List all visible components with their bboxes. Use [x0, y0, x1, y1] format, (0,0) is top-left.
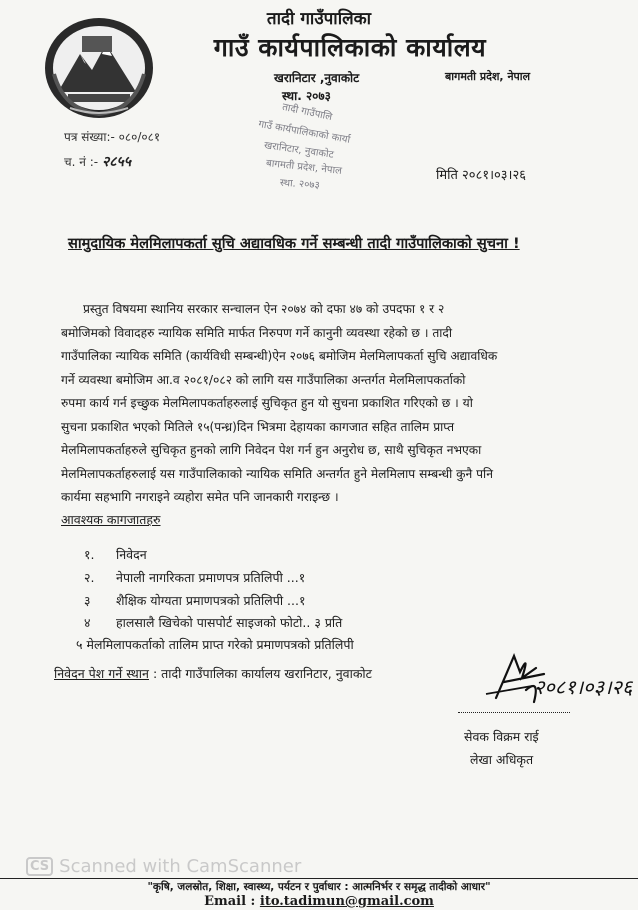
requirement-number: ३ — [84, 593, 91, 608]
requirement-text: शैक्षिक योग्यता प्रमाणपत्रको प्रतिलिपी ...१ — [116, 593, 306, 608]
requirement-text: मेलमिलापकर्ताको तालिम प्राप्त गरेको प्रमाणपत्रको प्रतिलिपी — [86, 637, 354, 652]
requirement-item — [84, 546, 147, 563]
handwritten-signature — [474, 642, 638, 712]
requirement-text: निवेदन — [116, 547, 147, 562]
requirement-item — [84, 569, 305, 586]
dispatch-label: च. नं :- — [64, 155, 99, 169]
signature-date: २०८१।०३।२६ — [534, 675, 633, 699]
office-stamp — [244, 92, 364, 200]
requirement-number: २. — [84, 570, 95, 585]
signatory-title: लेखा अधिकृत — [470, 752, 534, 767]
requirement-number: १. — [84, 547, 95, 562]
notice-body — [61, 298, 581, 510]
footer-email — [0, 894, 638, 909]
application-location — [54, 665, 372, 682]
office-name: गाउँ कार्यपालिकाको कार्यालय — [213, 33, 487, 62]
scanner-text: Scanned with CamScanner — [59, 856, 302, 877]
stamp-line: तादी गाउँपालि — [281, 101, 333, 124]
body-line: सुचना प्रकाशित भएको मितिले १५(पन्ध्र)दिन भित्रमा देहायका कागजात सहित तालिम प्राप्त — [61, 419, 455, 434]
body-line: गर्ने व्यवस्था बमोजिम आ.व २०८१/०८२ को लागि यस गाउँपालिका अन्तर्गत मेलमिलापकर्ताको — [61, 372, 466, 387]
requirement-item — [76, 636, 354, 653]
requirement-item — [84, 592, 305, 609]
province-name: बागमती प्रदेश, नेपाल — [445, 70, 531, 83]
dispatch-number — [64, 152, 131, 171]
body-line: गाउँपालिका न्यायिक समिति (कार्यविधी सम्बन्धी)ऐन २०७६ बमोजिम मेलमिलापकर्ता सुचि अद्यावधिक — [61, 349, 498, 363]
stamp-line: खरानिटार, नुवाकोट — [263, 140, 335, 161]
stamp-line: स्था. २०७३ — [279, 177, 321, 192]
body-line: कार्यमा सहभागि नगराइने व्यहोरा समेत पनि जानकारी गराइन्छ । — [61, 490, 339, 504]
office-address: खरानिटार ,नुवाकोट — [274, 71, 360, 85]
requirement-item — [84, 614, 342, 631]
nepal-emblem-icon — [40, 14, 158, 122]
body-line: प्रस्तुत विषयमा स्थानिय सरकार सन्चालन ऐन २०७४ को दफा ४७ को उपदफा १ र २ — [83, 302, 445, 316]
signatory-name: सेवक विक्रम राई — [464, 729, 539, 744]
requirement-text: नेपाली नागरिकता प्रमाणपत्र प्रतिलिपी ...१ — [116, 570, 306, 585]
requirements-heading: आवश्यक कागजातहरु — [61, 512, 161, 527]
body-line: रुपमा कार्य गर्न इच्छुक मेलमिलापकर्ताहरुलाई सुचिकृत हुन यो सुचना प्रकाशित गरिएको छ । यो — [61, 396, 473, 410]
requirement-text: हालसालै खिचेको पासपोर्ट साइजको फोटो.. ३ प्रति — [116, 615, 343, 630]
letter-number: पत्र संख्या:- ०८०/०८१ — [64, 130, 161, 144]
established-year: स्था. २०७३ — [282, 89, 331, 103]
scanner-watermark — [26, 856, 301, 877]
stamp-line: बागमती प्रदेश, नेपाल — [265, 158, 343, 177]
body-line: मेलमिलापकर्ताहरुले सुचिकृत हुनको लागि निवेदन पेश गर्न हुन अनुरोध छ, साथै सुचिकृत नभएका — [61, 443, 482, 457]
application-value: : तादी गाउँपालिका कार्यालय खरानिटार, नुवाकोट — [148, 666, 372, 681]
application-label: निवेदन पेश गर्ने स्थान — [54, 666, 149, 681]
requirement-number: ४ — [84, 615, 91, 630]
body-line: मेलमिलापकर्ताहरुलाई यस गाउँपालिकाको न्यायिक समिति अन्तर्गत हुने मेलमिलाप सम्बन्धी कुनै पनि — [61, 466, 493, 481]
dispatch-value: २८५५ — [101, 154, 132, 170]
notice-date: मिति २०८१।०३।२६ — [436, 168, 526, 183]
stamp-line: गाउँ कार्यपालिकाको कार्या — [257, 118, 351, 146]
notice-subject: सामुदायिक मेलमिलापकर्ता सुचि अद्यावधिक गर्ने सम्बन्धी तादी गाउँपालिकाको सुचना ! — [68, 235, 520, 252]
signature-line — [458, 712, 570, 713]
footer-motto: "कृषि, जलस्रोत, शिक्षा, स्वास्थ्य, पर्यटन र पुर्वाधार : आत्मनिर्भर र समृद्ध तादीको आधार" — [147, 881, 491, 893]
camscanner-logo-icon: CS — [26, 857, 53, 876]
municipality-name: तादी गाउँपालिका — [266, 9, 372, 29]
requirement-number: ५ — [76, 637, 83, 652]
email-label: Email : — [204, 894, 260, 909]
body-line: बमोजिमको विवादहरु न्यायिक समिति मार्फत निरुपण गर्ने कानुनी व्यवस्था रहेको छ । तादी — [61, 325, 453, 340]
email-address[interactable]: ito.tadimun@gmail.com — [259, 894, 434, 909]
footer-divider — [0, 878, 638, 879]
